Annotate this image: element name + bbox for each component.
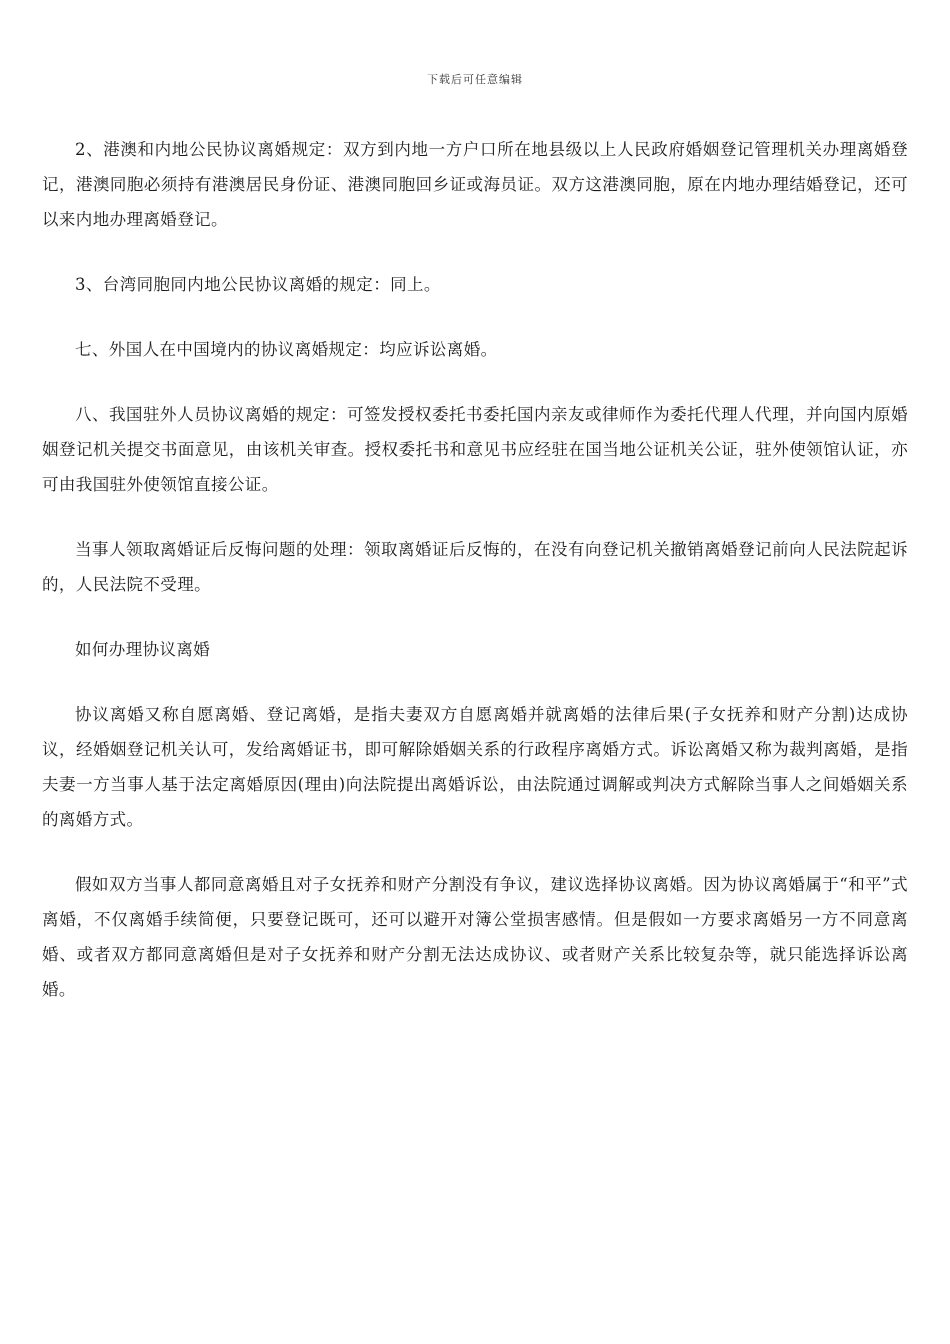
paragraph-taiwan-divorce: 3、台湾同胞同内地公民协议离婚的规定：同上。 (75, 275, 441, 294)
paragraph-recommendation: 假如双方当事人都同意离婚且对子女抚养和财产分割没有争议，建议选择协议离婚。因为协议离婚属于“和平”式离婚，不仅离婚手续简便，只要登记既可，还可以避开对簿公堂损害感情。但是假如一方要求离婚另一方不同意离婚、或者双方都同意离婚但是对子女抚养和财产分割无法达成协议、或者财产关系比较复杂等，就只能选择诉讼离婚。 (42, 875, 908, 999)
paragraph-overseas-staff-divorce: 八、我国驻外人员协议离婚的规定：可签发授权委托书委托国内亲友或律师作为委托代理人代理，并向国内原婚姻登记机关提交书面意见，由该机关审查。授权委托书和意见书应经驻在国当地公证机关公证，驻外使领馆认证，亦可由我国驻外使领馆直接公证。 (42, 405, 908, 494)
paragraph-regret-after-certificate: 当事人领取离婚证后反悔问题的处理：领取离婚证后反悔的，在没有向登记机关撤销离婚登记前向人民法院起诉的，人民法院不受理。 (42, 540, 908, 594)
paragraph-hk-macao-divorce: 2、港澳和内地公民协议离婚规定：双方到内地一方户口所在地县级以上人民政府婚姻登记管理机关办理离婚登记，港澳同胞必须持有港澳居民身份证、港澳同胞回乡证或海员证。双方这港澳同胞，原在内地办理结婚登记，还可以来内地办理离婚登记。 (42, 140, 908, 229)
page-header: 下载后可任意编辑 (427, 73, 523, 86)
document-body (42, 132, 908, 1037)
paragraph-agreement-vs-litigation: 协议离婚又称自愿离婚、登记离婚，是指夫妻双方自愿离婚并就离婚的法律后果(子女抚养和财产分割)达成协议，经婚姻登记机关认可，发给离婚证书，即可解除婚姻关系的行政程序离婚方式。诉讼离婚又称为裁判离婚，是指夫妻一方当事人基于法定离婚原因(理由)向法院提出离婚诉讼，由法院通过调解或判决方式解除当事人之间婚姻关系的离婚方式。 (42, 705, 908, 829)
paragraph-foreigner-divorce: 七、外国人在中国境内的协议离婚规定：均应诉讼离婚。 (75, 340, 498, 359)
section-heading-how-to-divorce: 如何办理协议离婚 (75, 640, 211, 659)
